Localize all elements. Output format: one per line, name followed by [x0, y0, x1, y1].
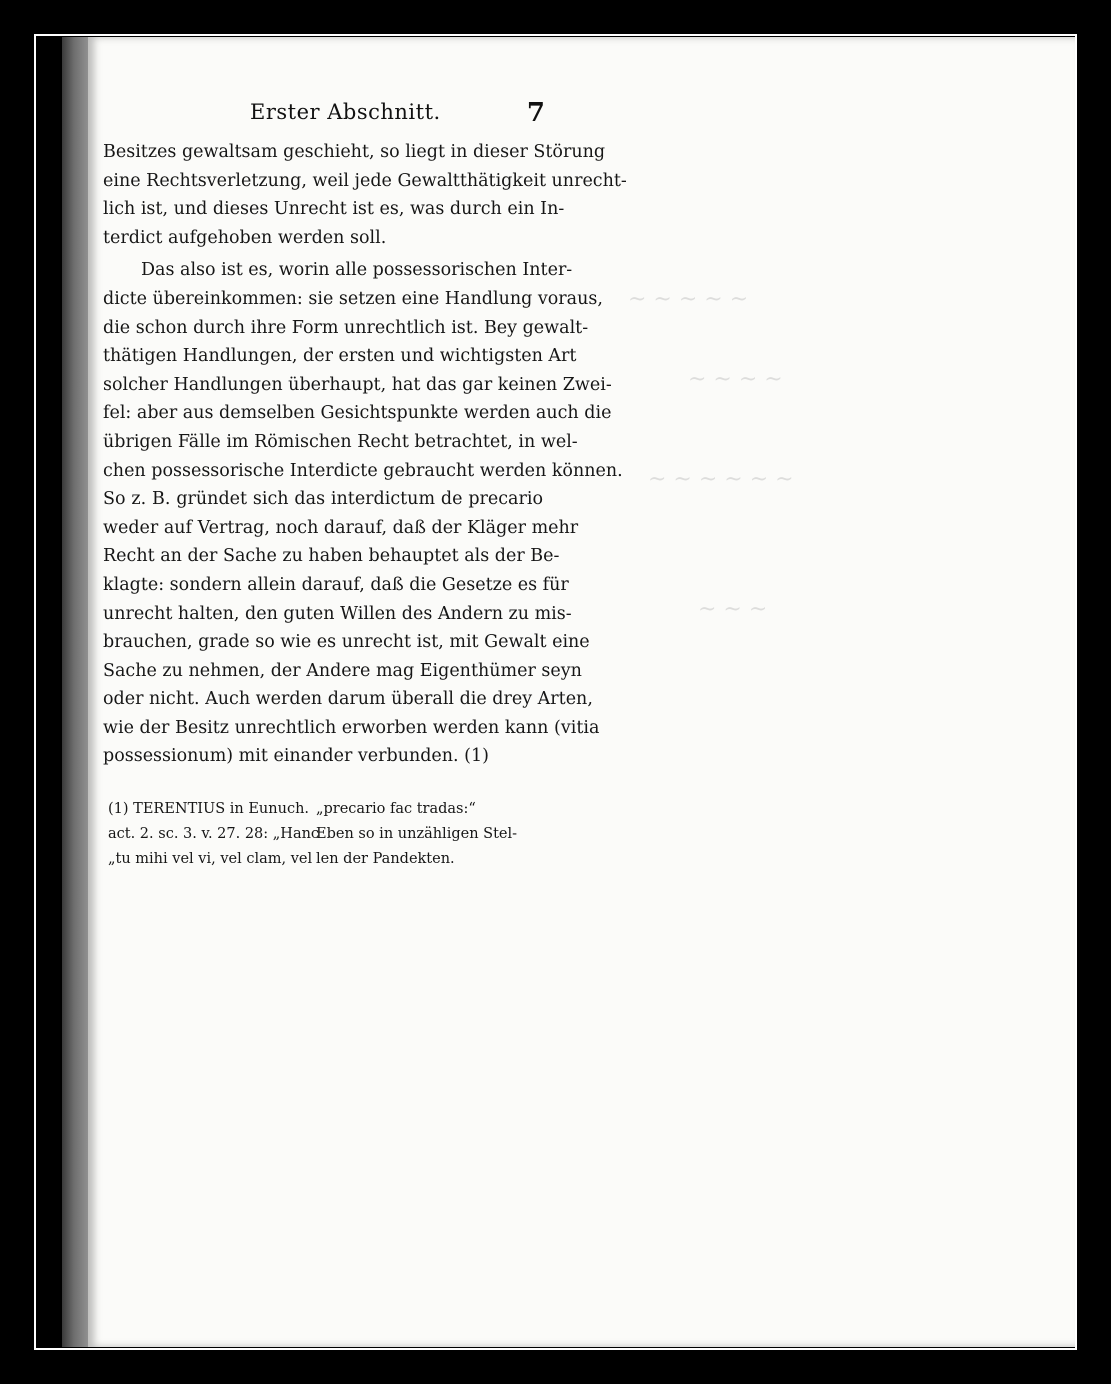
footnote-right-column: [316, 797, 544, 872]
text-line: Das also ist es, worin alle possessorischen Inter-: [141, 260, 573, 281]
bleed-through-text: ~ ~ ~ ~ ~: [628, 287, 749, 312]
text-line: lich ist, und dieses Unrecht ist es, was durch ein In-: [103, 199, 565, 220]
text-line: oder nicht. Auch werden darum überall die drey Arten,: [103, 689, 593, 710]
text-line: Sache zu nehmen, der Andere mag Eigenthümer seyn: [103, 660, 582, 681]
text-line: chen possessorische Interdicte gebraucht werden können.: [103, 460, 623, 481]
text-line: So z. B. gründet sich das interdictum de precario: [103, 489, 543, 510]
footnote-line: (1) TERENTIUS in Eunuch.: [108, 801, 310, 817]
text-line: brauchen, grade so wie es unrecht ist, mit Gewalt eine: [103, 632, 590, 653]
text-line: fel: aber aus demselben Gesichtspunkte werden auch die: [103, 403, 612, 424]
text-line: weder auf Vertrag, noch darauf, daß der Kläger mehr: [103, 517, 579, 538]
footnote-line: „precario fac tradas:“: [316, 801, 476, 817]
bleed-through-text: ~ ~ ~ ~ ~ ~: [648, 467, 794, 492]
footnote-block: [103, 797, 548, 877]
footnote-line: len der Pandekten.: [316, 851, 455, 867]
footnote-line: Eben so in unzähligen Stel-: [316, 826, 518, 842]
text-line: Besitzes gewaltsam geschieht, so liegt in dieser Störung: [103, 142, 606, 162]
text-line: die schon durch ihre Form unrechtlich ist. Bey gewalt-: [103, 317, 589, 338]
text-line: possessionum) mit einander verbunden. (1): [103, 746, 489, 767]
page-number: 7: [526, 98, 545, 128]
footnote-line: „tu mihi vel vi, vel clam, vel: [108, 851, 313, 867]
text-line: wie der Besitz unrechtlich erworben werden kann (vitia: [103, 717, 600, 738]
text-line: übrigen Fälle im Römischen Recht betrachtet, in wel-: [103, 431, 578, 452]
bleed-through-text: ~ ~ ~ ~: [688, 367, 783, 392]
text-line: dicte übereinkommen: sie setzen eine Handlung voraus,: [103, 288, 603, 309]
text-line: klagte: sondern allein darauf, daß die Gesetze es für: [103, 574, 569, 595]
main-text-block: [103, 138, 627, 771]
text-line: solcher Handlungen überhaupt, hat das gar keinen Zwei-: [103, 374, 612, 395]
running-header: [250, 100, 545, 132]
text-line: Recht an der Sache zu haben behauptet als der Be-: [103, 546, 560, 567]
text-line: unrecht halten, den guten Willen des Andern zu mis-: [103, 603, 572, 624]
footnote-left-column: [108, 797, 320, 872]
bleed-through-text: ~ ~ ~: [698, 597, 768, 622]
text-line: thätigen Handlungen, der ersten und wichtigsten Art: [103, 346, 577, 367]
section-title: Erster Abschnitt.: [250, 100, 441, 124]
text-line: terdict aufgehoben werden soll.: [103, 227, 387, 248]
footnote-line: act. 2. sc. 3. v. 27. 28: „Hanc: [108, 826, 320, 842]
text-line: eine Rechtsverletzung, weil jede Gewaltthätigkeit unrecht-: [103, 170, 627, 191]
